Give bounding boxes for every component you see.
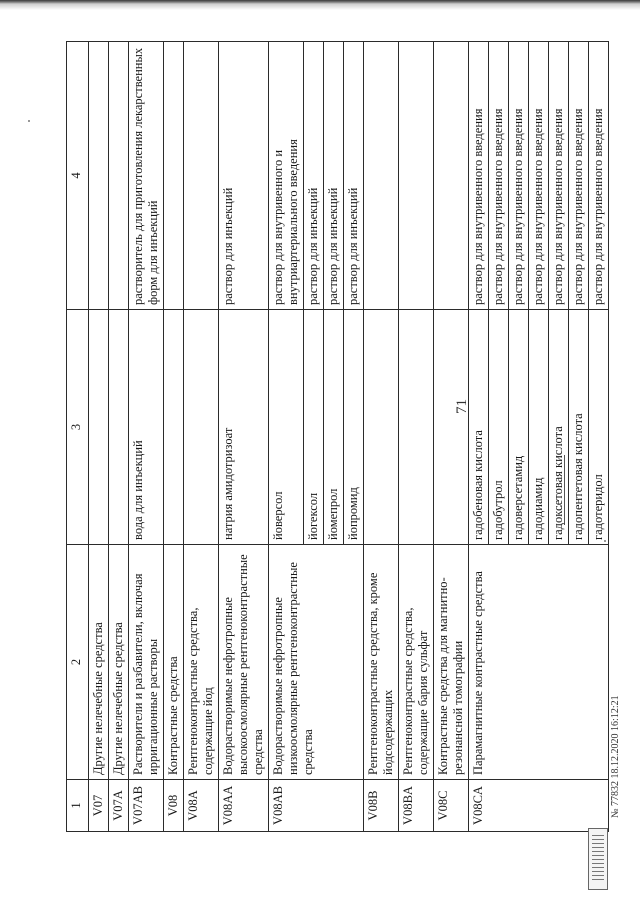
dosage-form (364, 42, 399, 310)
group-name: Парамагнитные контрастные средства (469, 545, 609, 780)
dosage-form (164, 42, 184, 310)
substance-name (109, 310, 129, 545)
page-number: 71 (454, 399, 470, 414)
group-name: Контрастные средства (164, 545, 184, 780)
table-row (469, 42, 489, 832)
table-row (164, 42, 184, 832)
substance-name: йоверсол (269, 310, 304, 545)
drug-registry-table (66, 41, 609, 832)
atc-code: V07AB (129, 780, 164, 832)
scan-top-edge (0, 0, 640, 12)
group-name: Рентгеноконтрастные средства, кроме йодсодержащих (364, 545, 399, 780)
dosage-form: раствор для инъекций (344, 42, 364, 310)
col-header-4: 4 (67, 42, 89, 310)
scan-speck (28, 120, 30, 122)
table-header-row (67, 42, 89, 832)
substance-name: йомепрол (324, 310, 344, 545)
group-name: Контрастные средства для магнитно-резонансной томографии (434, 545, 469, 780)
table-row (109, 42, 129, 832)
dosage-form (434, 42, 469, 310)
dosage-form: раствор для внутривенного и внутриартериального введения (269, 42, 304, 310)
col-header-2: 2 (67, 545, 89, 780)
dosage-form: растворитель для приготовления лекарственных форм для инъекций (129, 42, 164, 310)
dosage-form: раствор для инъекций (304, 42, 324, 310)
substance-name (399, 310, 434, 545)
dosage-form: раствор для внутривенного введения (509, 42, 529, 310)
group-name: Другие нелечебные средства (109, 545, 129, 780)
atc-code: V08BA (399, 780, 434, 832)
rotated-table-frame (66, 42, 605, 832)
atc-code: V08AB (269, 780, 364, 832)
registration-number: № 77832 18.12.2020 16:12:21 (610, 695, 621, 818)
table-row (364, 42, 399, 832)
substance-name: йогексол (304, 310, 324, 545)
substance-name (164, 310, 184, 545)
atc-code: V08A (184, 780, 219, 832)
atc-code: V08 (164, 780, 184, 832)
substance-name: гадотеридол (589, 310, 609, 545)
table-row (399, 42, 434, 832)
group-name: Растворители и разбавители, включая ирригационные растворы (129, 545, 164, 780)
dosage-form: раствор для внутривенного введения (469, 42, 489, 310)
group-name: Рентгеноконтрастные средства, содержащие йод (184, 545, 219, 780)
substance-name (434, 310, 469, 545)
dosage-form: раствор для внутривенного введения (529, 42, 549, 310)
substance-name: натрия амидотризоат (219, 310, 269, 545)
atc-code: V07A (109, 780, 129, 832)
table-row (184, 42, 219, 832)
substance-name (184, 310, 219, 545)
substance-name: йопромид (344, 310, 364, 545)
substance-name: гадобеновая кислота (469, 310, 489, 545)
substance-name (364, 310, 399, 545)
table-row (269, 42, 304, 832)
group-name: Водорастворимые нефротропные высокоосмолярные рентгеноконтрастные средства (219, 545, 269, 780)
table-row (129, 42, 164, 832)
group-name: Рентгеноконтрастные средства, содержащие бария сульфат (399, 545, 434, 780)
dosage-form: раствор для инъекций (219, 42, 269, 310)
dosage-form (109, 42, 129, 310)
substance-name: гадопентетовая кислота (569, 310, 589, 545)
atc-code: V07 (89, 780, 109, 832)
group-name: Водорастворимые нефротропные низкоосмолярные рентгеноконтрастные средства (269, 545, 364, 780)
substance-name: гадоксетовая кислота (549, 310, 569, 545)
atc-code: V08B (364, 780, 399, 832)
group-name: Другие нелечебные средства (89, 545, 109, 780)
registration-stamp (588, 828, 608, 890)
substance-name: гадобутрол (489, 310, 509, 545)
atc-code: V08AA (219, 780, 269, 832)
dosage-form (399, 42, 434, 310)
substance-name (89, 310, 109, 545)
substance-name: гадодиамид (529, 310, 549, 545)
dosage-form (184, 42, 219, 310)
substance-name: вода для инъекций (129, 310, 164, 545)
table-row (434, 42, 469, 832)
col-header-1: 1 (67, 780, 89, 832)
dosage-form: раствор для внутривенного введения (589, 42, 609, 310)
table-row (219, 42, 269, 832)
dosage-form: раствор для внутривенного введения (489, 42, 509, 310)
atc-code: V08C (434, 780, 469, 832)
dosage-form (89, 42, 109, 310)
col-header-3: 3 (67, 310, 89, 545)
dosage-form: раствор для внутривенного введения (569, 42, 589, 310)
substance-name: гадоверсетамид (509, 310, 529, 545)
dosage-form: раствор для внутривенного введения (549, 42, 569, 310)
table-row (89, 42, 109, 832)
atc-code: V08CA (469, 780, 609, 832)
dosage-form: раствор для инъекций (324, 42, 344, 310)
